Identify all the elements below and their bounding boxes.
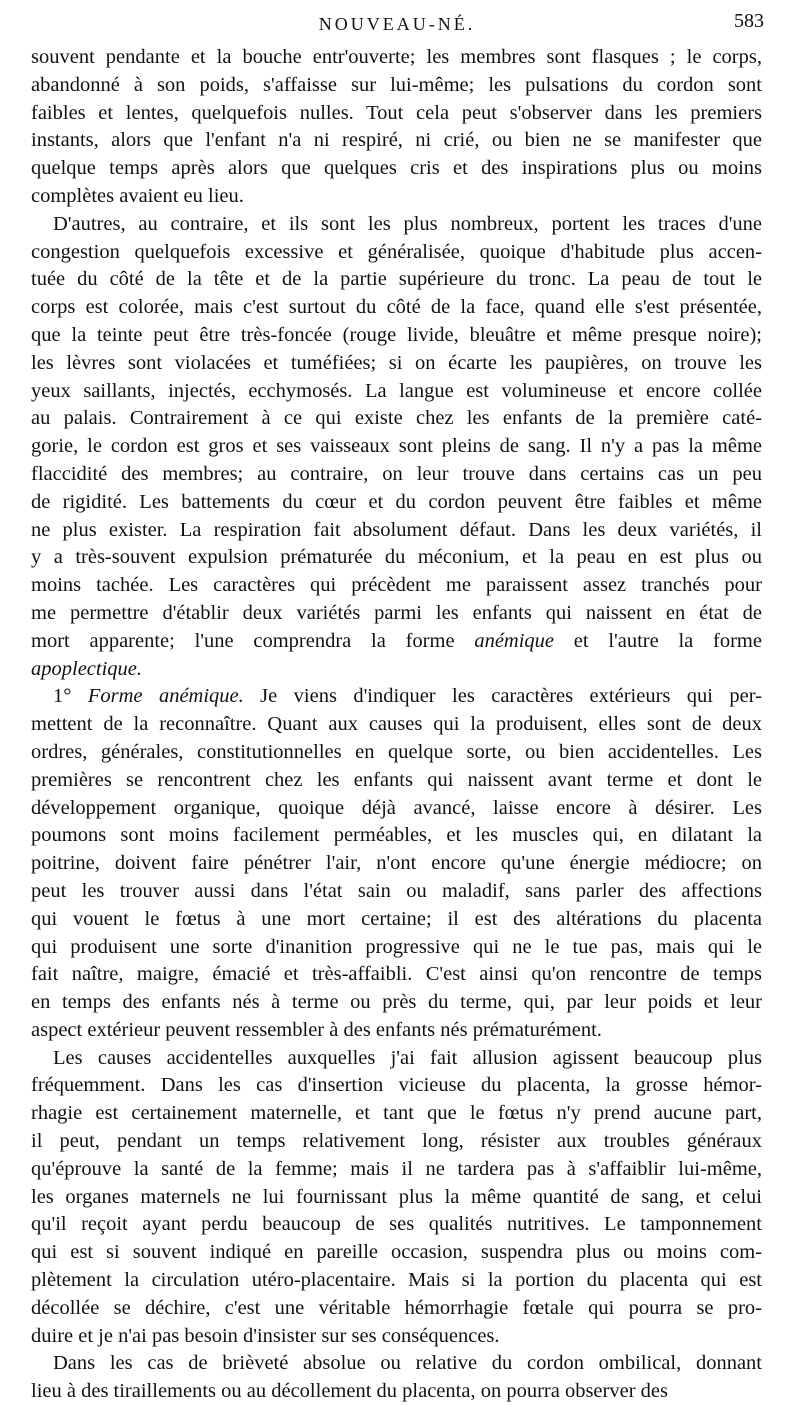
text-line: aspect extérieur peuvent ressembler à des enfants nés prématurément. xyxy=(31,1018,602,1041)
text-line: lieu à des tiraillements ou au décollement du placenta, on pourra observer des xyxy=(31,1380,668,1403)
text-line: décollée se déchire, c'est une véritable hémorrhagie fœtale qui pourra se pro- xyxy=(31,1296,762,1319)
text-line: flaccidité des membres; au contraire, on leur trouve dans certains cas un peu xyxy=(31,462,762,485)
text-line: au palais. Contrairement à ce qui existe chez les enfants de la première caté- xyxy=(31,407,762,430)
text-line: faibles et lentes, quelquefois nulles. Tout cela peut s'observer dans les premiers xyxy=(31,101,762,124)
text-line: peut les trouver aussi dans l'état sain ou maladif, sans parler des affections xyxy=(31,879,762,902)
text-line: fréquemment. Dans les cas d'insertion vicieuse du placenta, la grosse hémor- xyxy=(31,1074,762,1097)
text-line: mettent de la reconnaître. Quant aux causes qui la produisent, elles sont de deux xyxy=(31,713,762,736)
paragraph xyxy=(31,1045,762,1351)
text-line: mort apparente; l'une comprendra la forme anémique et l'autre la forme xyxy=(31,629,762,652)
text-line: moins tachée. Les caractères qui précèdent me paraissent assez tranchés pour xyxy=(31,574,762,597)
paragraph xyxy=(31,211,762,684)
text-line: les organes maternels ne lui fournissant plus la même quantité de sang, et celui xyxy=(31,1185,762,1208)
text-line: souvent pendante et la bouche entr'ouverte; les membres sont flasques ; le corps, xyxy=(31,46,762,68)
text-line: qu'il reçoit ayant perdu beaucoup de ses qualités nutritives. Le tamponnement xyxy=(31,1213,762,1236)
text-line: quelque temps après alors que quelques cris et des inspirations plus ou moins xyxy=(31,157,762,180)
text-line: poumons sont moins facilement perméables, et les muscles qui, en dilatant la xyxy=(31,824,762,847)
paragraph xyxy=(31,44,762,211)
text-line: fait naître, maigre, émacié et très-affaibli. C'est ainsi qu'on rencontre de temps xyxy=(31,963,762,986)
text-line: y a très-souvent expulsion prématurée du méconium, et la peau en est plus ou xyxy=(31,546,762,569)
text-line: ne plus exister. La respiration fait absolument défaut. Dans les deux variétés, il xyxy=(31,518,762,541)
page-header xyxy=(30,4,764,40)
text-line: poitrine, doivent faire pénétrer l'air, n'ont encore qu'une énergie médiocre; on xyxy=(31,852,762,875)
text-line: de rigidité. Les battements du cœur et du cordon peuvent être faibles et même xyxy=(31,490,762,513)
body-text xyxy=(31,44,762,1406)
paragraph xyxy=(31,683,762,1044)
text-line: yeux saillants, injectés, ecchymosés. La langue est volumineuse et encore collée xyxy=(31,379,762,402)
text-line: D'autres, au contraire, et ils sont les plus nombreux, portent les traces d'une xyxy=(53,212,762,235)
text-line: qui produisent une sorte d'inanition progressive qui ne le tue pas, mais qui le xyxy=(31,935,762,958)
text-line: rhagie est certainement maternelle, et tant que le fœtus n'y prend aucune part, xyxy=(31,1102,762,1125)
text-line: que la teinte peut être très-foncée (rouge livide, bleuâtre et même presque noire); xyxy=(31,323,762,346)
text-line: tuée du côté de la tête et de la partie supérieure du tronc. La peau de tout le xyxy=(31,268,762,291)
text-line: 1° Forme anémique. Je viens d'indiquer les caractères extérieurs qui per- xyxy=(53,685,762,708)
text-line: congestion quelquefois excessive et généralisée, quoique d'habitude plus accen- xyxy=(31,240,762,263)
text-line: duire et je n'ai pas besoin d'insister sur ses conséquences. xyxy=(31,1324,500,1347)
text-line: qu'éprouve la santé de la femme; mais il ne tardera pas à s'affaiblir lui-même, xyxy=(31,1157,762,1180)
text-line: complètes avaient eu lieu. xyxy=(31,184,244,207)
text-line: il peut, pendant un temps relativement long, résister aux troubles généraux xyxy=(31,1130,762,1153)
text-line: développement organique, quoique déjà avancé, laisse encore à désirer. Les xyxy=(31,796,762,819)
text-line: en temps des enfants nés à terme ou près du terme, qui, par leur poids et leur xyxy=(31,991,762,1014)
text-line: qui vouent le fœtus à une mort certaine; il est des altérations du placenta xyxy=(31,907,762,930)
text-line: apoplectique. xyxy=(31,657,143,680)
text-line: plètement la circulation utéro-placentaire. Mais si la portion du placenta qui est xyxy=(31,1269,762,1292)
text-line: Dans les cas de brièveté absolue ou relative du cordon ombilical, donnant xyxy=(53,1352,762,1375)
running-head: NOUVEAU-NÉ. xyxy=(318,14,476,34)
text-line: premières se rencontrent chez les enfants qui naissent avant terme et dont le xyxy=(31,768,762,791)
text-line: abandonné à son poids, s'affaisse sur lui-même; les pulsations du cordon sont xyxy=(31,73,762,96)
paragraph xyxy=(31,1350,762,1406)
page-number: 583 xyxy=(734,10,764,32)
text-line: ordres, générales, constitutionnelles en quelque sorte, ou bien accidentelles. Les xyxy=(31,740,762,763)
text-line: gorie, le cordon est gros et ses vaisseaux sont pleins de sang. Il n'y a pas la même xyxy=(31,435,762,458)
text-line: Les causes accidentelles auxquelles j'ai fait allusion agissent beaucoup plus xyxy=(53,1046,762,1069)
text-line: les lèvres sont violacées et tuméfiées; si on écarte les paupières, on trouve les xyxy=(31,351,762,374)
text-line: instants, alors que l'enfant n'a ni respiré, ni crié, ou bien ne se manifester que xyxy=(31,129,762,152)
text-line: corps est colorée, mais c'est surtout du côté de la face, quand elle s'est présentée, xyxy=(31,296,762,319)
text-line: me permettre d'établir deux variétés parmi les enfants qui naissent en état de xyxy=(31,601,762,624)
text-line: qui est si souvent indiqué en pareille occasion, suspendra plus ou moins com- xyxy=(31,1241,762,1264)
